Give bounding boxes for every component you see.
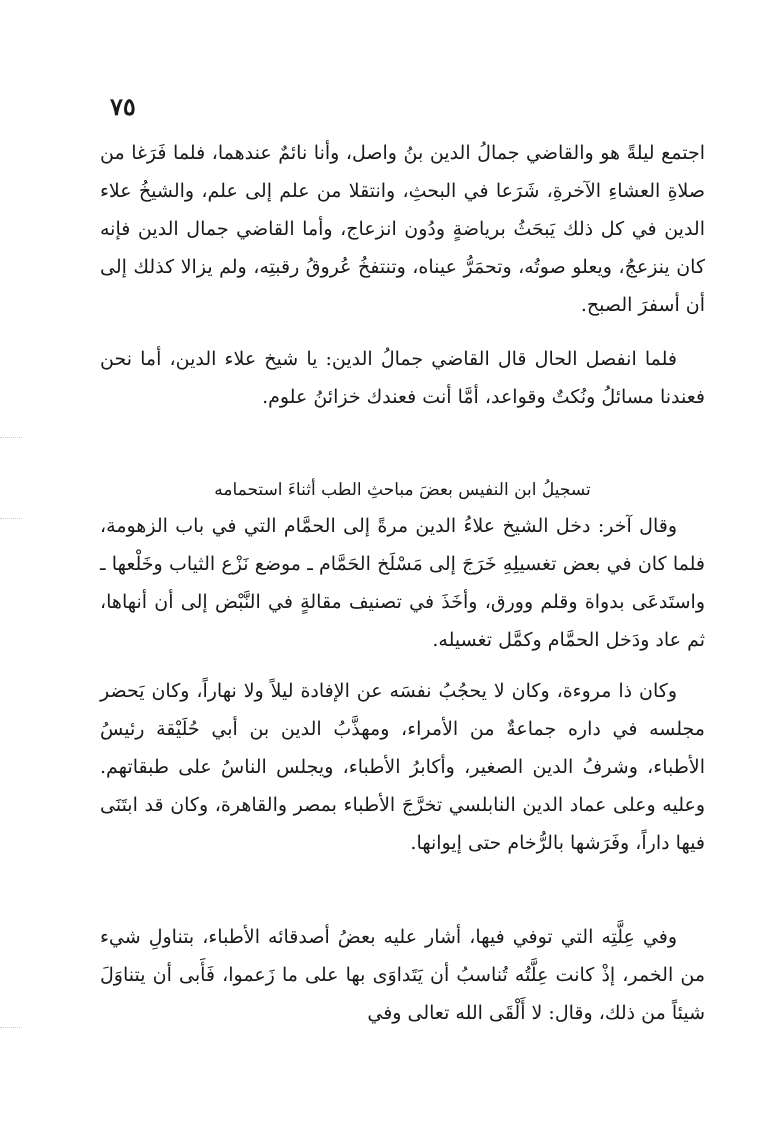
margin-mark [0, 1027, 22, 1029]
paragraph-text: اجتمع ليلةً هو والقاضي جمالُ الدين بنُ واصل، وأنا نائمٌ عندهما، فلما فَرَغا من صلاةِ العشاءِ الآخرةِ، شَرَعا في البحثِ، وانتقلا من علم إلى علم، والشيخُ علاء الدين في كل ذلك يَبحَثُ برياضةٍ ودُون انزعاج، وأما القاضي جمال الدين فإنه كان ينزعجُ، ويعلو صوتُه، وتحمَرُّ عيناه، وتنتفخُ عُروقُ رقبتِه، ولم يزالا كذلك إلى أن أسفرَ الصبح. [100, 142, 705, 316]
page-number: ٧٥ [110, 92, 136, 121]
paragraph-5 [100, 918, 705, 1032]
margin-mark [0, 518, 22, 520]
paragraph-3 [100, 507, 705, 659]
paragraph-text: وكان ذا مروءة، وكان لا يحجُبُ نفسَه عن الإفادة ليلاً ولا نهاراً، وكان يَحضر مجلسه في داره جماعةٌ من الأمراء، ومهذَّبُ الدين بن أبي حُلَيْقة رئيسُ الأطباء، وشرفُ الدين الصغير، وأكابرُ الأطباء، ويجلس الناسُ على طبقاتهم. وعليه وعلى عماد الدين النابلسي تخرَّجَ الأطباء بمصر والقاهرة، وكان قد ابتَنَى فيها داراً، وفَرَشها بالرُّخام حتى إيوانها. [100, 680, 705, 854]
paragraph-text: وقال آخر: دخل الشيخ علاءُ الدين مرةً إلى الحمَّام التي في باب الزهومة، فلما كان في بعض تغسيلِهِ خَرَجَ إلى مَسْلَخ الحَمَّام ـ موضع نَزْع الثياب وخَلْعها ـ واستَدعَى بدواة وقلم وورق، وأخَذَ في تصنيف مقالةٍ في النَّبْض إلى أن أنهاها، ثم عاد ودَخل الحمَّام وكمَّل تغسيله. [100, 515, 705, 651]
margin-mark [0, 437, 22, 439]
paragraph-text: وفي عِلَّتِه التي توفي فيها، أشار عليه بعضُ أصدقائه الأطباء، بتناولِ شيء من الخمر، إذْ كانت عِلَّتُه تُناسبُ أن يَتَداوَى بها على ما زَعموا، فَأَبى أن يتناوَلَ شيئاً من ذلك، وقال: لا أَلْقَى الله تعالى وفي [100, 926, 705, 1024]
paragraph-text: فلما انفصل الحال قال القاضي جمالُ الدين: يا شيخ علاء الدين، أما نحن فعندنا مسائلُ ونُكتٌ وقواعد، أمَّا أنت فعندك خزائنُ علوم. [100, 348, 705, 408]
paragraph-2 [100, 340, 705, 416]
paragraph-4 [100, 672, 705, 862]
paragraph-1 [100, 134, 705, 324]
section-subheading: تسجيلُ ابن النفيس بعضَ مباحثِ الطب أثناءَ استحمامه [214, 480, 591, 500]
